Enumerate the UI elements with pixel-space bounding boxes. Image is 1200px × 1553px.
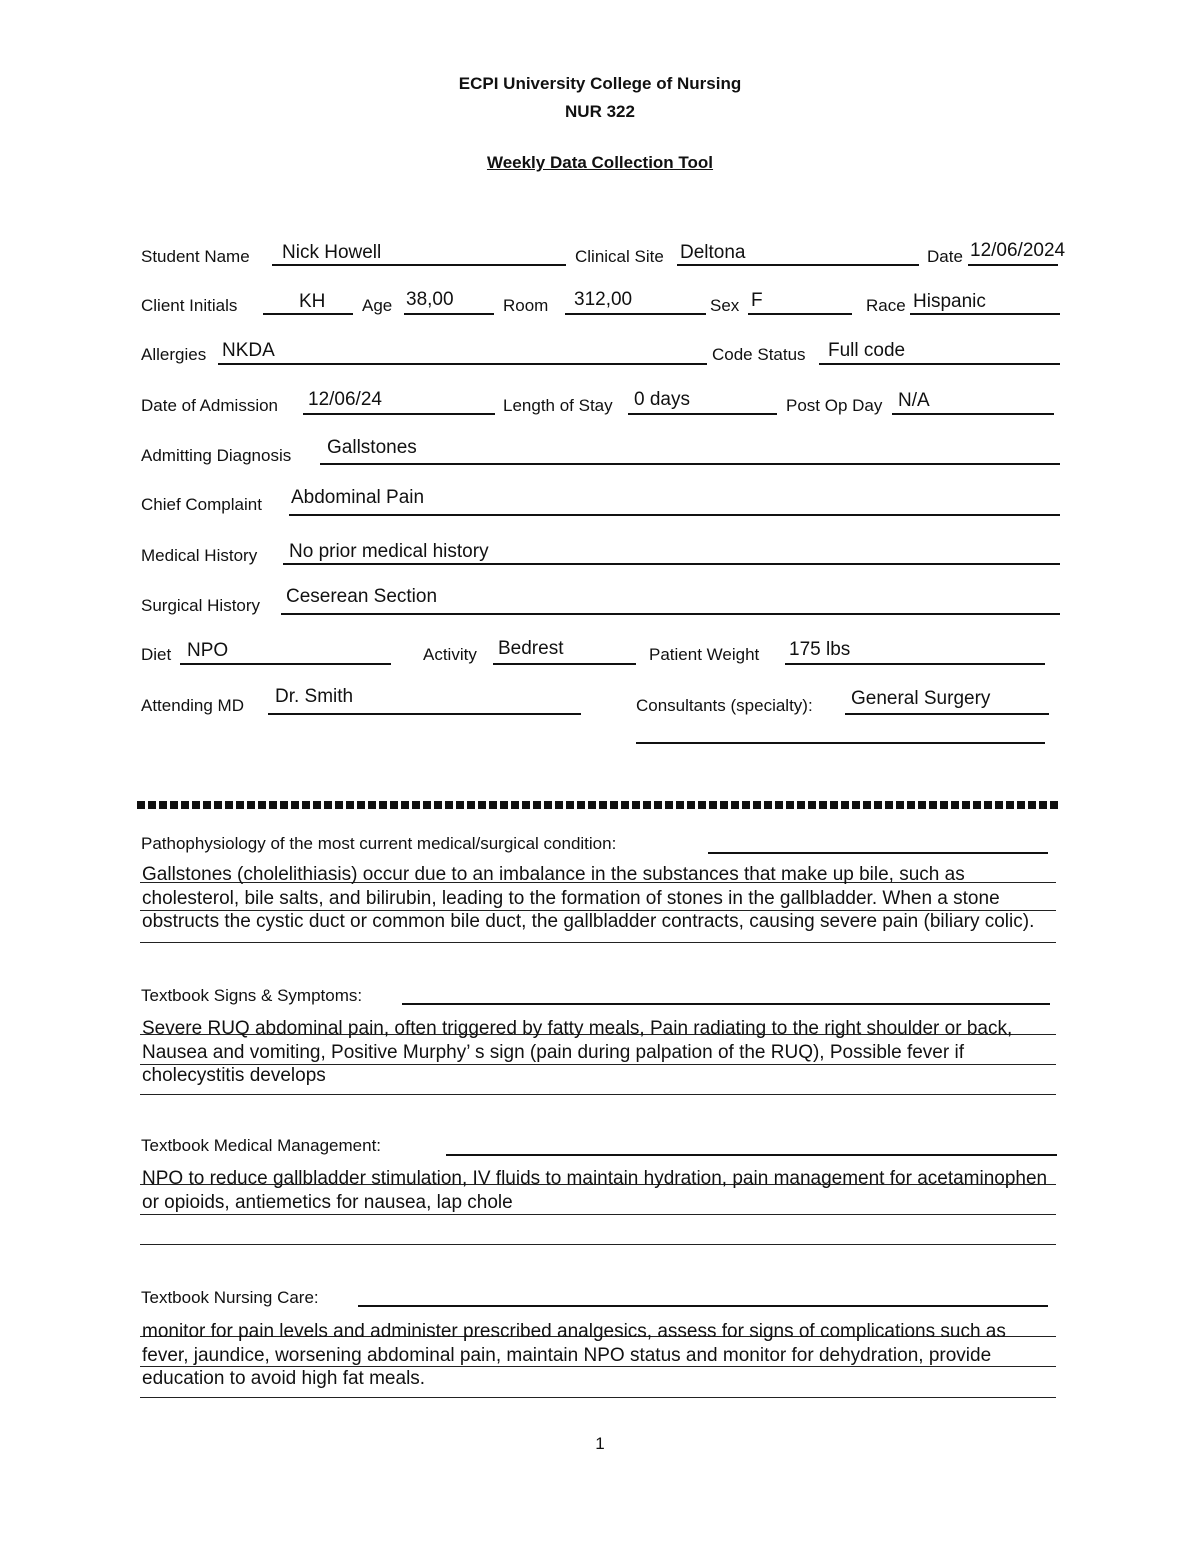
- form-title: [0, 153, 1200, 173]
- pathophysiology-header-line: [708, 852, 1048, 854]
- section-divider: [137, 801, 1061, 809]
- consultants-field[interactable]: General Surgery: [851, 688, 991, 709]
- chief-complaint-line: [289, 514, 1060, 516]
- patient-weight-line: [785, 663, 1045, 665]
- length-of-stay-line: [628, 413, 777, 415]
- chief-complaint-field[interactable]: Abdominal Pain: [291, 487, 425, 508]
- length-of-stay-label: Length of Stay: [503, 396, 613, 415]
- nursing-care-header-line: [358, 1305, 1048, 1307]
- surgical-history-field[interactable]: Ceserean Section: [286, 586, 438, 607]
- admitting-diagnosis-field[interactable]: Gallstones: [327, 437, 417, 458]
- client-initials-label: Client Initials: [141, 296, 238, 315]
- allergies-label: Allergies: [141, 345, 207, 364]
- sex-label: Sex: [710, 296, 740, 315]
- diet-line: [180, 663, 391, 665]
- room-field[interactable]: 312,00: [574, 289, 633, 310]
- nursing-care-text[interactable]: monitor for pain levels and administer prescribed analgesics, assess for signs of complications such as fever, jaundice, worsening abdominal pain, maintain NPO status and monitor for dehydration, provide education to avoid high fat meals.: [142, 1321, 1006, 1389]
- clinical-site-line: [677, 264, 919, 266]
- race-label: Race: [866, 296, 906, 315]
- chief-complaint-label: Chief Complaint: [141, 495, 262, 514]
- course-code: NUR 322: [565, 102, 635, 121]
- date-line: [968, 264, 1058, 266]
- institution-title: ECPI University College of Nursing: [458, 74, 742, 93]
- client-initials-line: [263, 313, 353, 315]
- nursing-care-label: Textbook Nursing Care:: [141, 1288, 319, 1307]
- age-line: [404, 313, 494, 315]
- medical-management-text[interactable]: NPO to reduce gallbladder stimulation, IV fluids to maintain hydration, pain management for acetaminophen or opioids, antiemetics for nausea, lap chole: [142, 1168, 1048, 1213]
- post-op-day-field[interactable]: N/A: [898, 390, 930, 411]
- sex-line: [748, 313, 852, 315]
- sex-field[interactable]: F: [751, 290, 763, 311]
- attending-md-field[interactable]: Dr. Smith: [275, 686, 354, 707]
- allergies-line: [218, 363, 707, 365]
- medical-history-label: Medical History: [141, 546, 258, 565]
- clinical-site-field[interactable]: Deltona: [680, 242, 746, 263]
- date-of-admission-label: Date of Admission: [141, 396, 279, 415]
- date-of-admission-line: [303, 413, 495, 415]
- diet-label: Diet: [141, 645, 172, 664]
- client-initials-field[interactable]: KH: [299, 291, 326, 312]
- age-label: Age: [362, 296, 393, 315]
- room-label: Room: [503, 296, 549, 315]
- pathophysiology-label: Pathophysiology of the most current medical/surgical condition:: [141, 834, 617, 853]
- signs-symptoms-header-line: [402, 1003, 1050, 1005]
- admitting-diagnosis-line: [320, 463, 1060, 465]
- patient-weight-label: Patient Weight: [649, 645, 760, 664]
- consultants-extra-line: [636, 742, 1045, 744]
- activity-line: [493, 663, 636, 665]
- medical-management-header-line: [446, 1154, 1057, 1156]
- signs-symptoms-text[interactable]: Severe RUQ abdominal pain, often triggered by fatty meals, Pain radiating to the right shoulder or back, Nausea and vomiting, Positive Murphy’ s sign (pain during palpation of the RUQ), Possible fever if cholecystitis develops: [142, 1018, 1013, 1086]
- diet-field[interactable]: NPO: [187, 640, 229, 661]
- room-line: [565, 313, 706, 315]
- allergies-field[interactable]: NKDA: [222, 340, 275, 361]
- code-status-field[interactable]: Full code: [828, 340, 906, 361]
- race-field[interactable]: Hispanic: [913, 291, 986, 312]
- surgical-history-label: Surgical History: [141, 596, 261, 615]
- signs-symptoms-label: Textbook Signs & Symptoms:: [141, 986, 363, 1005]
- post-op-day-line: [892, 413, 1054, 415]
- page-number: 1: [595, 1434, 605, 1453]
- form-title-text: Weekly Data Collection Tool: [486, 153, 714, 172]
- attending-md-line: [268, 713, 581, 715]
- medical-history-field[interactable]: No prior medical history: [289, 541, 489, 562]
- race-line: [910, 313, 1060, 315]
- student-name-label: Student Name: [141, 247, 250, 266]
- age-field[interactable]: 38,00: [406, 289, 454, 310]
- student-name-line: [272, 264, 566, 266]
- clinical-site-label: Clinical Site: [575, 247, 664, 266]
- admitting-diagnosis-label: Admitting Diagnosis: [141, 446, 292, 465]
- date-of-admission-field[interactable]: 12/06/24: [308, 389, 382, 410]
- patient-weight-field[interactable]: 175 lbs: [789, 639, 851, 660]
- post-op-day-label: Post Op Day: [786, 396, 883, 415]
- consultants-label: Consultants (specialty):: [636, 696, 813, 715]
- consultants-line: [845, 713, 1049, 715]
- pathophysiology-text[interactable]: Gallstones (cholelithiasis) occur due to an imbalance in the substances that make up bile, such as cholesterol, bile salts, and bilirubin, leading to the formation of stones in the gallbladder. When a stone obstructs the cystic duct or common bile duct, the gallbladder contracts, causing severe pain (biliary colic).: [142, 864, 1035, 932]
- date-label: Date: [927, 247, 963, 266]
- code-status-line: [819, 363, 1060, 365]
- date-field[interactable]: 12/06/2024: [970, 240, 1066, 261]
- activity-field[interactable]: Bedrest: [498, 638, 564, 659]
- activity-label: Activity: [423, 645, 477, 664]
- length-of-stay-field[interactable]: 0 days: [634, 389, 690, 410]
- code-status-label: Code Status: [712, 345, 806, 364]
- surgical-history-line: [281, 613, 1060, 615]
- student-name-field[interactable]: Nick Howell: [282, 242, 382, 263]
- attending-md-label: Attending MD: [141, 696, 244, 715]
- medical-history-line: [283, 563, 1060, 565]
- ruled-line: [140, 1244, 1056, 1245]
- medical-management-label: Textbook Medical Management:: [141, 1136, 382, 1155]
